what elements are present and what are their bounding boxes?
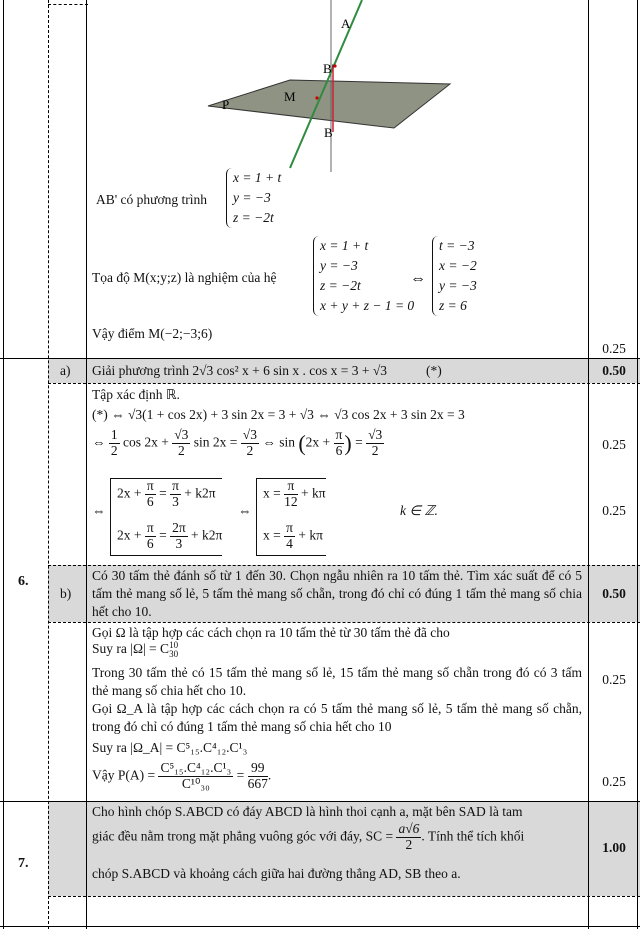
q6a-bracket2: x = $\frac{\pi}{12}$ + kπ x = $\frac{\pi}{4}$ + kπ (256, 478, 326, 556)
left-border (3, 0, 4, 929)
q5-intersection-system: x = 1 + t y = −3 z = −2t x + y + z − 1 = 0 (313, 236, 414, 316)
frac-pi-6: $\frac{\pi}{6}$ (335, 427, 343, 458)
q6b-l1: Gọi Ω là tập hợp các cách chọn ra 10 tấm thẻ từ 30 tấm thẻ đã cho (92, 625, 450, 640)
q6b-score1: 0.25 (602, 672, 626, 687)
row-sep-q6a-body (48, 383, 640, 384)
q5-solution-system: t = −3 x = −2 y = −3 z = 6 (432, 236, 477, 316)
q5-conclusion: Vậy điểm M(−2;−3;6) (92, 326, 213, 341)
row-sep-q7-body (48, 896, 640, 897)
q6b-l6: Vậy P(A) = $\frac{\text{C⁵₁₅.C⁴₁₂.C¹₃}}{\text{C¹⁰₃₀}}$ = $\frac{99}{667}$ . (92, 760, 272, 791)
label-B-prime: B' (323, 61, 335, 76)
label-M: M (284, 89, 296, 104)
q5-equiv: ⇔ (410, 270, 426, 287)
row-sep-q6b (48, 565, 640, 566)
q6a-prompt: Giải phương trình 2√3 cos² x + 6 sin x . cos x = 3 + √3 (92, 363, 388, 378)
q7-score: 1.00 (602, 840, 626, 855)
q6b-l3: Trong 30 tấm thẻ có 15 tấm thẻ mang số lẻ, 15 tấm thẻ mang số chẵn trong đó có 3 tấm thẻ mang số chia hết cho 10. (92, 665, 582, 698)
row-sep-q6b-body (48, 622, 640, 623)
q6a-star: (*) (426, 363, 442, 378)
q7-l1: Cho hình chóp S.ABCD có đáy ABCD là hình thoi cạnh a, mặt bên SAD là tam (92, 804, 523, 819)
line2-mid: sin 2x = (193, 434, 238, 450)
content-col-border (86, 0, 87, 929)
point-M-dot (315, 96, 318, 99)
plane-P (208, 80, 450, 128)
q6b-score: 0.50 (602, 586, 626, 601)
inner-dashed-col (48, 0, 49, 929)
q6a-k-in-Z: k ∈ ℤ. (400, 503, 438, 518)
frac-sqrt3-2c: $\frac{√3}{2}$ (368, 427, 383, 458)
label-P: P (222, 97, 230, 112)
q6b-prompt: Có 30 tấm thẻ đánh số từ 1 đến 30. Chọn ngẫu nhiên ra 10 tấm thẻ. Tìm xác suất để có 5 tấm thẻ mang số lẻ, 5 tấm thẻ mang số chẵn, trong đó chỉ có đúng 1 tấm thẻ mang số chia hết cho 10. (92, 568, 582, 619)
q6a-score2: 0.25 (602, 503, 626, 518)
q6b-l2: Suy ra |Ω| = C 10 30 (92, 640, 179, 659)
q6a-domain: Tập xác định ℝ. (92, 387, 180, 402)
q6b-score2: 0.25 (602, 774, 626, 789)
q7-l2: giác đều nằm trong mặt phẳng vuông góc với đáy, SC = $\frac{a√6}{2}$ . Tính thể tích khối (92, 821, 525, 852)
row-sep-q7 (0, 801, 640, 802)
q6a-equiv3: ⇔ (238, 503, 252, 518)
q7-number: 7. (18, 856, 29, 871)
frac-half: $\frac{1}{2}$ (110, 427, 118, 458)
prob-fraction: $\frac{\text{C⁵₁₅.C⁴₁₂.C¹₃}}{\text{C¹⁰₃₀}}$ (160, 760, 232, 791)
q6b-l4: Gọi Ω_A là tập hợp các cách chọn ra có 5 tấm thẻ mang số lẻ, 5 tấm thẻ mang số chẵn, trong đó chỉ có đúng 1 tấm thẻ mang số chia hết cho 10 (92, 701, 582, 734)
row-sep-q6 (0, 358, 640, 359)
bottom-border (0, 926, 640, 927)
q5-score: 0.25 (602, 341, 626, 356)
q7-l3: chóp S.ABCD và khoảng cách giữa hai đường thẳng AD, SB theo a. (92, 866, 461, 881)
q5-line-intro: AB' có phương trình (96, 192, 208, 207)
q6a-equiv2: ⇔ (92, 503, 106, 518)
frac-sqrt3-2: $\frac{√3}{2}$ (174, 427, 189, 458)
q6a-label: a) (60, 363, 71, 378)
q6a-score: 0.50 (602, 363, 626, 378)
label-A: A (341, 16, 351, 31)
q6a-line2: ⇔ $\frac{1}{2}$ cos 2x + $\frac{√3}{2}$ sin 2x = $\frac{√3}{2}$ ⇔ sin (2x + $\frac{\pi}{6}$ ) = $\frac{√3}{2}$ (92, 427, 383, 458)
geometry-figure (200, 0, 460, 172)
q5-line-system: x = 1 + t y = −3 z = −2t (226, 168, 281, 228)
prob-result: $\frac{99}{667}$ (247, 760, 268, 791)
q6a-line1: (*) ⇔ √3(1 + cos 2x) + 3 sin 2x = 3 + √3 ⇔ √3 cos 2x + 3 sin 2x = 3 (92, 407, 465, 422)
sc-fraction: $\frac{a√6}{2}$ (398, 821, 420, 852)
q5-coord-intro: Tọa độ M(x;y;z) là nghiệm của hệ (92, 270, 277, 285)
label-B: B (324, 125, 333, 140)
q6a-bracket1: 2x + $\frac{\pi}{6}$ = $\frac{\pi}{3}$ + k2π 2x + $\frac{\pi}{6}$ = $\frac{2\pi}{3}$ + k2π (110, 478, 222, 556)
q6-number: 6. (18, 574, 29, 589)
q6b-label: b) (60, 586, 72, 601)
q6b-l5: Suy ra |Ω_A| = C⁵₁₅.C⁴₁₂.C¹₃ (92, 740, 248, 755)
q6a-score1: 0.25 (602, 437, 626, 452)
equiv-sign: ⇔ (92, 434, 109, 450)
frac-sqrt3-2b: $\frac{√3}{2}$ (242, 427, 257, 458)
top-dashed (48, 4, 88, 5)
line2-right: ⇔ sin (262, 434, 295, 450)
line2-left: cos 2x + (123, 434, 169, 450)
